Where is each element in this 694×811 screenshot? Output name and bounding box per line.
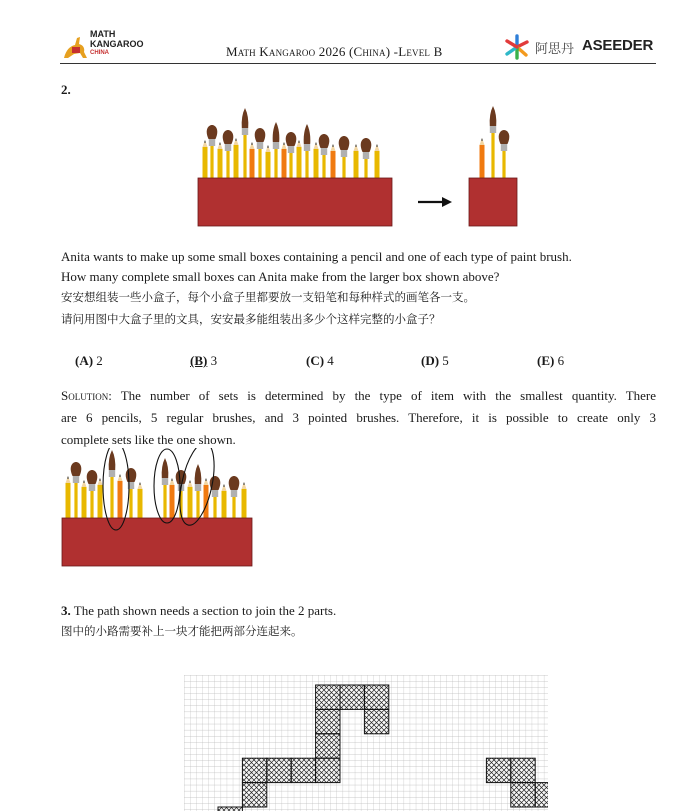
path-cell — [242, 783, 266, 807]
pencil — [218, 142, 223, 180]
pencil — [242, 482, 247, 520]
pencil — [282, 142, 287, 180]
aseeder-logo-cn: 阿思丹 — [535, 42, 575, 57]
pencil — [354, 144, 359, 180]
large-box — [198, 178, 392, 226]
path-cell — [291, 758, 315, 782]
pencil — [98, 478, 103, 520]
aseeder-logo-en: ASEEDER — [582, 37, 654, 54]
pencil — [297, 140, 302, 180]
choice-e: (E) 6 — [537, 353, 565, 368]
q2-text-zh-1: 安安想组装一些小盒子，每个小盒子里都要放一支铅笔和每种样式的画笔各一支。 — [61, 290, 475, 304]
solution-label: Solution: — [61, 388, 112, 403]
pencil — [314, 142, 319, 180]
path-cell — [364, 685, 388, 709]
regular-brush — [255, 128, 266, 180]
header-title: Math Kangaroo 2026 (China) -Level B — [226, 44, 443, 59]
pencil — [234, 138, 239, 180]
large-box-items — [203, 108, 380, 180]
regular-brush — [223, 130, 234, 180]
path-grid-figure — [184, 675, 548, 811]
solution-box-items — [66, 450, 247, 520]
small-box — [469, 178, 517, 226]
regular-brush — [126, 468, 137, 520]
question-3-line: 3. The path shown needs a section to join the 2 parts. — [61, 603, 337, 618]
path-cell — [316, 734, 340, 758]
pencil — [331, 144, 336, 180]
pointed-brush — [162, 458, 169, 520]
pencil — [170, 478, 175, 520]
q2-text-zh-2: 请问用图中大盒子里的文具，安安最多能组装出多少个这样完整的小盒子？ — [61, 312, 441, 326]
path-cell — [486, 758, 510, 782]
path-cell — [340, 685, 364, 709]
solution-figure — [60, 448, 256, 570]
logo-line-china: CHINA — [90, 50, 109, 56]
path-cell — [218, 807, 242, 811]
path-cell — [535, 783, 548, 807]
pencil — [375, 144, 380, 180]
regular-brush — [286, 132, 297, 180]
pencil — [203, 140, 208, 180]
pencil-box-figure — [190, 100, 530, 230]
path-cell — [511, 783, 535, 807]
q2-text-en-2: How many complete small boxes can Anita make from the larger box shown above? — [61, 269, 500, 284]
path-cell — [316, 709, 340, 733]
q3-text-zh: 图中的小路需要补上一块才能把两部分连起来。 — [61, 624, 303, 638]
math-kangaroo-logo — [60, 30, 160, 62]
small-box-items — [480, 106, 510, 180]
logo-line-kangaroo: KANGAROO — [90, 39, 144, 49]
regular-brush — [229, 476, 240, 520]
solution-line-3: complete sets like the one shown. — [61, 432, 236, 447]
pencil — [250, 142, 255, 180]
path-cell — [242, 758, 266, 782]
arrow-right-icon — [418, 197, 452, 207]
solution-line-2: are 6 pencils, 5 regular brushes, and 3 pointed brushes. Therefore, it is possible to create only 3 — [61, 410, 656, 425]
regular-brush — [319, 134, 330, 180]
pencil — [138, 482, 143, 520]
regular-brush — [87, 470, 98, 520]
pointed-brush — [273, 122, 280, 180]
choice-c: (C) 4 — [306, 353, 334, 368]
pointed-brush — [304, 124, 311, 180]
pencil — [118, 474, 123, 520]
pencil — [188, 480, 193, 520]
regular-brush — [210, 476, 221, 520]
pencil — [266, 145, 271, 180]
regular-brush — [207, 125, 218, 180]
asterisk-logo-icon — [504, 34, 530, 60]
pointed-brush — [490, 106, 497, 180]
regular-brush — [361, 138, 372, 180]
aseeder-logo — [504, 34, 659, 62]
regular-brush — [339, 136, 350, 180]
choice-a: (A) 2 — [75, 353, 103, 368]
pencil — [222, 484, 227, 520]
solution-line-1: Solution: The number of sets is determined by the type of item with the smallest quantity. There — [61, 388, 657, 403]
regular-brush — [499, 130, 510, 180]
header-rule — [60, 63, 656, 64]
path-cell — [364, 709, 388, 733]
question-2-number: 2. — [61, 82, 71, 97]
path-cell — [316, 685, 340, 709]
choice-b: (B) 3 — [190, 353, 218, 368]
path-cell — [316, 758, 340, 782]
pointed-brush — [242, 108, 249, 180]
regular-brush — [71, 462, 82, 520]
choice-d: (D) 5 — [421, 353, 449, 368]
q2-text-en-1: Anita wants to make up some small boxes containing a pencil and one of each type of paint brush. — [61, 249, 572, 264]
solution-box — [62, 518, 252, 566]
logo-line-math: MATH — [90, 29, 116, 39]
path-cell — [511, 758, 535, 782]
pencil — [82, 480, 87, 520]
pointed-brush — [195, 464, 202, 520]
pencil — [66, 476, 71, 520]
pointed-brush — [109, 450, 116, 520]
pencil — [480, 138, 485, 180]
set-circle-2 — [154, 449, 180, 523]
pencil — [204, 478, 209, 520]
path-cell — [267, 758, 291, 782]
kangaroo-icon — [60, 32, 90, 62]
